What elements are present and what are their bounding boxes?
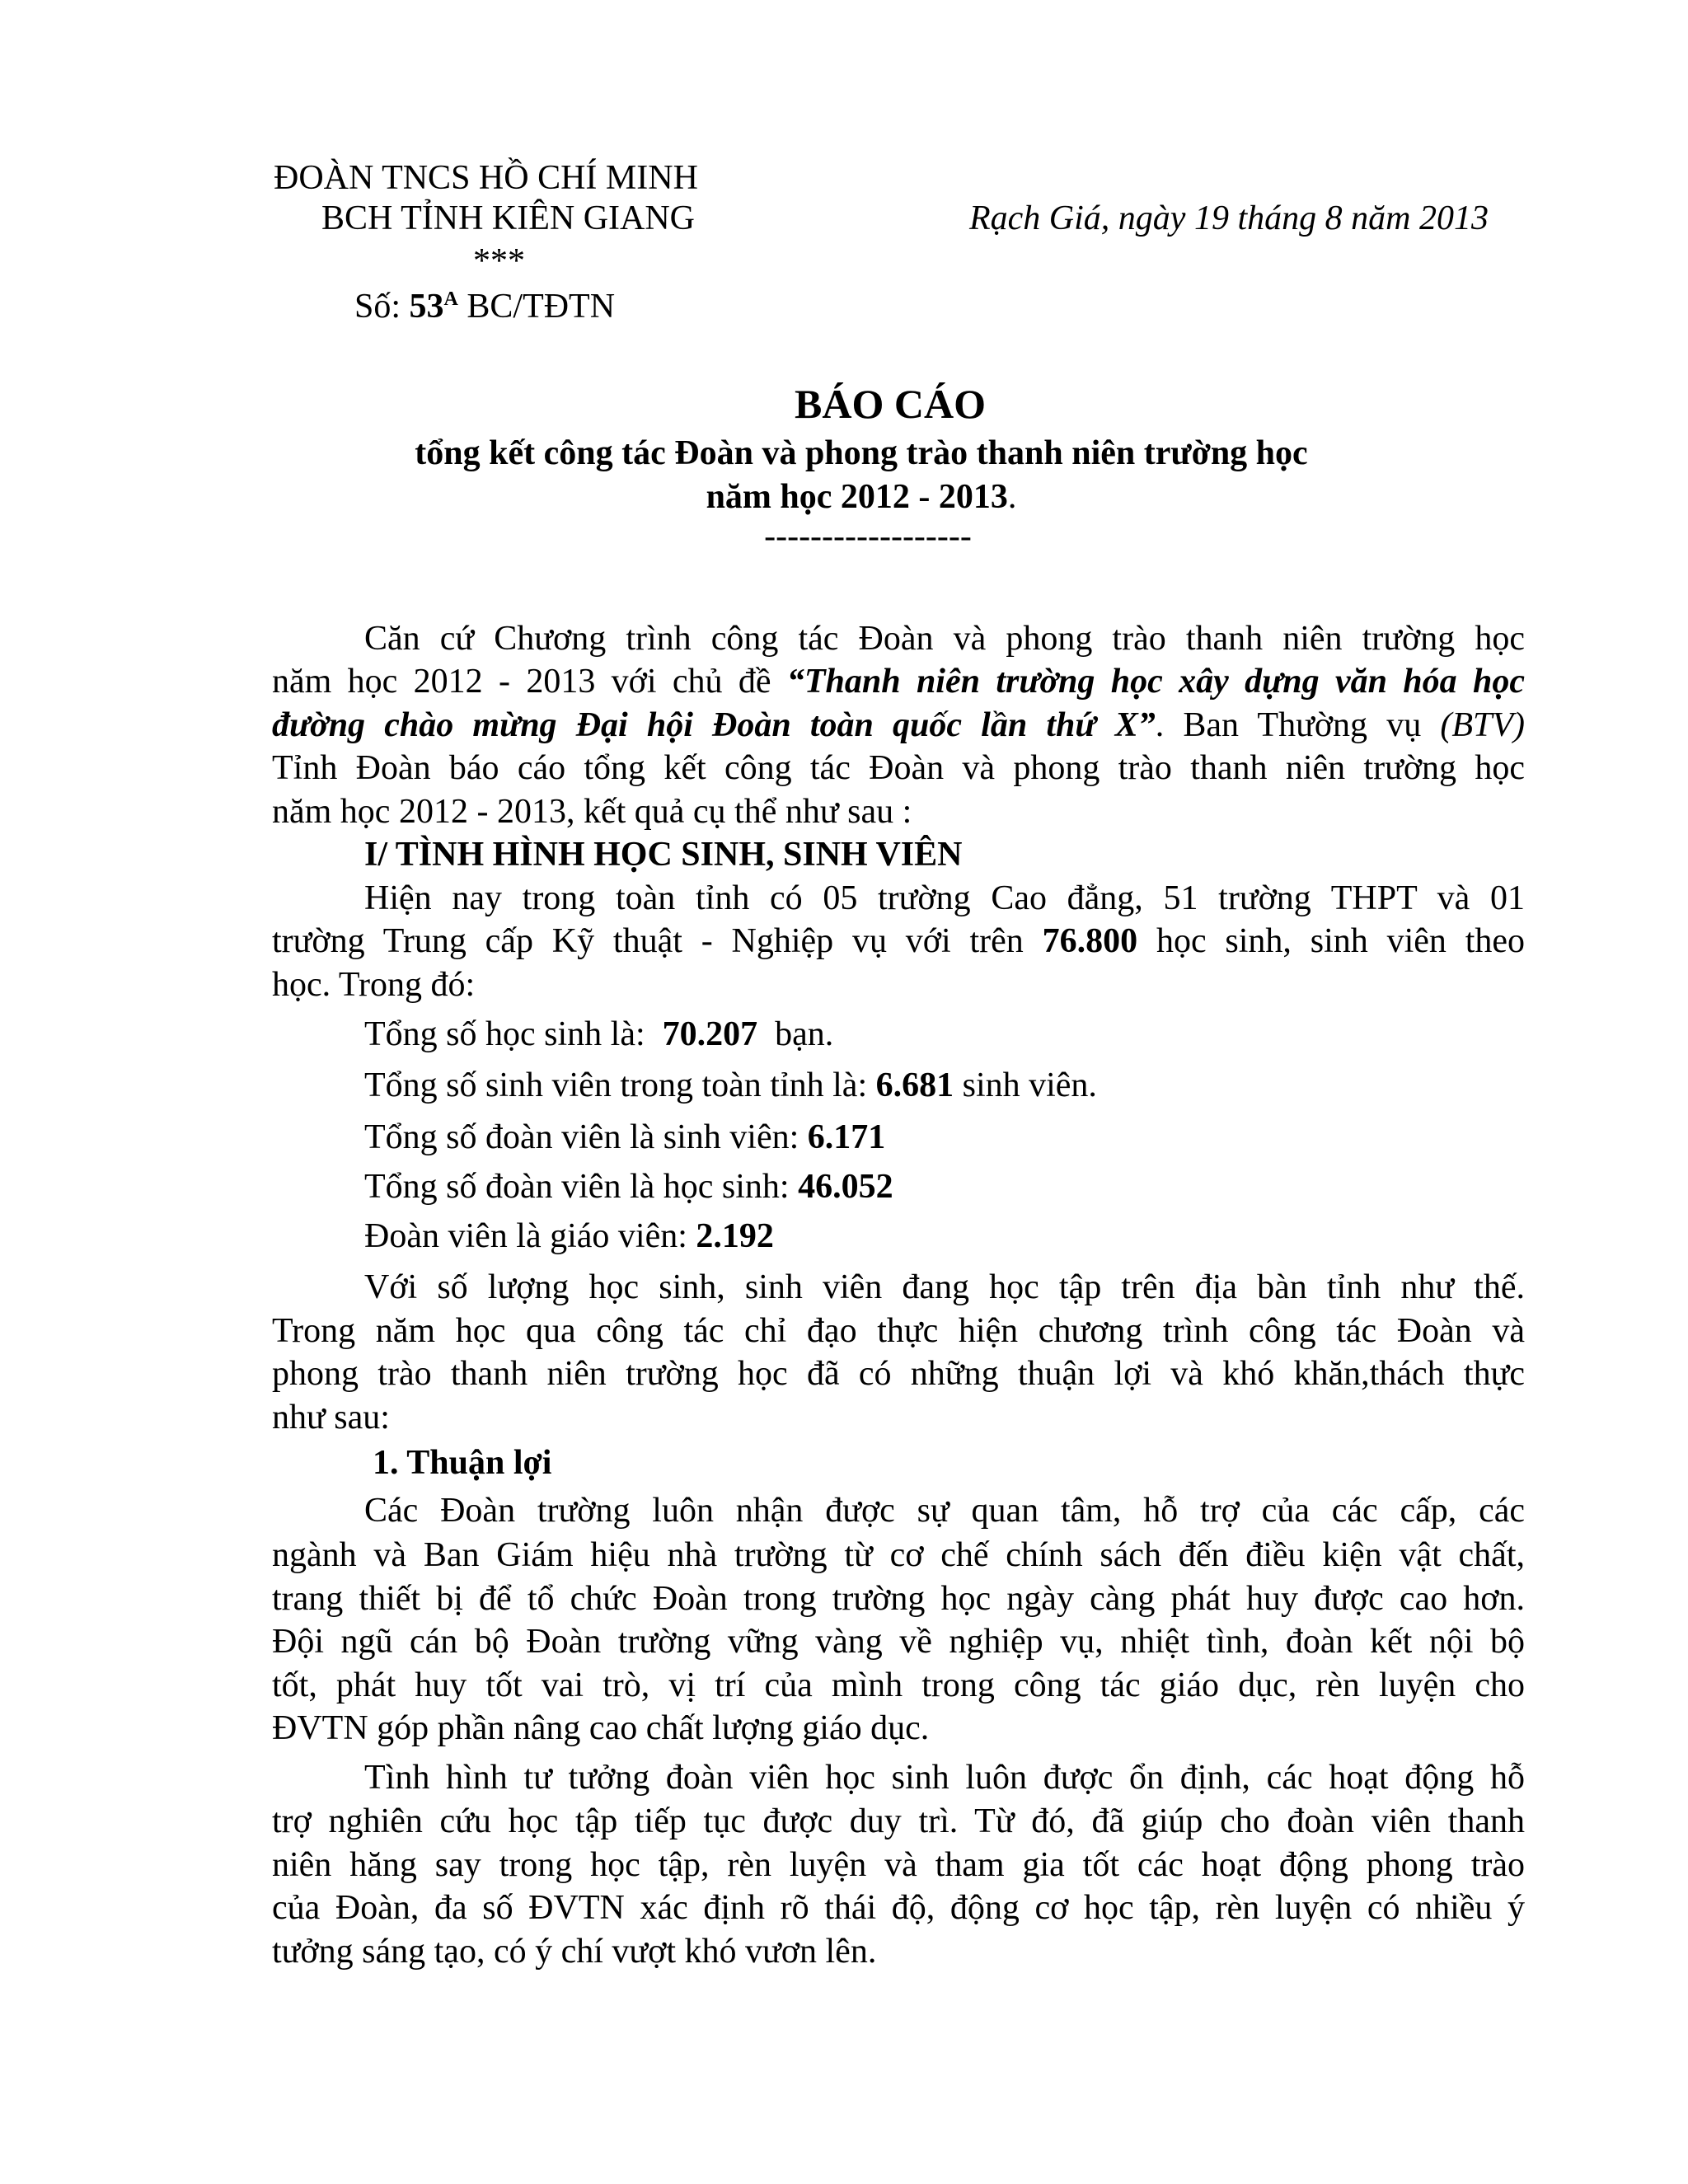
p1-line-2-start: trường Trung cấp Kỹ thuật - Nghiệp vụ với trên (272, 922, 1043, 960)
header-stars: *** (473, 242, 525, 280)
intro-theme-part2: đường chào mừng Đại hội Đoàn toàn quốc lần thứ X” (272, 706, 1156, 744)
section-1-p1-line-2 (272, 921, 1525, 962)
intro-line-2 (272, 661, 1525, 702)
doc-number-value: 53 (409, 288, 444, 326)
intro-line-3-text: . Ban Thường vụ (1155, 706, 1441, 744)
doc-number-suffix: BC/TĐTN (457, 288, 616, 326)
section-1-p2-line-2: Trong năm học qua công tác chỉ đạo thực hiện chương trình công tác Đoàn và (272, 1312, 1525, 1350)
intro-line-2-text: năm học 2012 - 2013 với chủ đề (272, 663, 787, 701)
stat-item (364, 1065, 1097, 1106)
p1-line-2-end: học sinh, sinh viên theo (1137, 922, 1526, 960)
report-title: BÁO CÁO (795, 381, 986, 427)
stat-label: Tổng số sinh viên trong toàn tỉnh là: (364, 1066, 876, 1104)
intro-line-3 (272, 705, 1525, 746)
doc-number-sup: A (443, 288, 458, 310)
intro-line-5: năm học 2012 - 2013, kết quả cụ thể như sau : (272, 793, 912, 831)
advantages-p2-line-4: của Đoàn, đa số ĐVTN xác định rõ thái độ, động cơ học tập, rèn luyện có nhiều ý (272, 1889, 1525, 1927)
stat-label: Tổng số học sinh là: (364, 1015, 663, 1053)
intro-btv-abbr: (BTV) (1440, 706, 1525, 744)
doc-number-prefix: Số: (354, 288, 410, 326)
org-branch: BCH TỈNH KIÊN GIANG (321, 199, 696, 237)
stat-value: 6.681 (875, 1066, 954, 1104)
advantages-p2-line-3: niên hăng say trong học tập, rèn luyện và tham gia tốt các hoạt động phong trào (272, 1846, 1525, 1884)
advantages-p1-line-6: ĐVTN góp phần nâng cao chất lượng giáo dục. (272, 1709, 930, 1747)
section-1-p1-line-3: học. Trong đó: (272, 966, 476, 1004)
advantages-p2-line-2: trợ nghiên cứu học tập tiếp tục được duy trì. Từ đó, đã giúp cho đoàn viên thanh (272, 1802, 1525, 1840)
section-1-p2-line-1: Với số lượng học sinh, sinh viên đang học tập trên địa bàn tỉnh như thế. (364, 1268, 1525, 1306)
document-number (354, 286, 615, 327)
place-date: Rạch Giá, ngày 19 tháng 8 năm 2013 (969, 199, 1489, 237)
advantages-p2-line-1: Tình hình tư tưởng đoàn viên học sinh luôn được ổn định, các hoạt động hỗ (364, 1759, 1525, 1797)
stat-label: Tổng số đoàn viên là sinh viên: (364, 1118, 808, 1156)
stat-value: 46.052 (798, 1168, 893, 1206)
subsection-advantages-heading: 1. Thuận lợi (373, 1444, 552, 1482)
advantages-p1-line-5: tốt, phát huy tốt vai trò, vị trí của mình trong công tác giáo dục, rèn luyện cho (272, 1666, 1525, 1704)
section-1-p2-line-4: như sau: (272, 1399, 390, 1436)
stat-item (364, 1216, 774, 1257)
stat-label: Đoàn viên là giáo viên: (364, 1217, 696, 1255)
section-1-p1-line-1: Hiện nay trong toàn tỉnh có 05 trường Cao đẳng, 51 trường THPT và 01 (364, 879, 1525, 917)
stat-value: 6.171 (807, 1118, 886, 1156)
stat-label: Tổng số đoàn viên là học sinh: (364, 1168, 799, 1206)
report-subtitle-line1: tổng kết công tác Đoàn và phong trào thanh niên trường học (415, 434, 1308, 472)
advantages-p1-line-3: trang thiết bị để tổ chức Đoàn trong trường học ngày càng phát huy được cao hơn. (272, 1580, 1525, 1618)
advantages-p1-line-2: ngành và Ban Giám hiệu nhà trường từ cơ chế chính sách đến điều kiện vật chất, (272, 1536, 1525, 1574)
advantages-p1-line-1: Các Đoàn trường luôn nhận được sự quan tâm, hỗ trợ của các cấp, các (364, 1492, 1525, 1530)
stat-item (364, 1014, 833, 1055)
intro-line-1: Căn cứ Chương trình công tác Đoàn và phong trào thanh niên trường học (364, 620, 1525, 658)
stat-value: 70.207 (662, 1015, 758, 1053)
section-1-heading: I/ TÌNH HÌNH HỌC SINH, SINH VIÊN (364, 836, 963, 874)
org-name: ĐOÀN TNCS HỒ CHÍ MINH (274, 159, 698, 197)
intro-theme-part1: “Thanh niên trường học xây dựng văn hóa học (786, 663, 1525, 701)
section-1-p2-line-3: phong trào thanh niên trường học đã có những thuận lợi và khó khăn,thách thực (272, 1355, 1525, 1393)
total-students-value: 76.800 (1042, 922, 1138, 960)
title-divider: ------------------ (764, 518, 972, 555)
stat-suffix: bạn. (757, 1015, 834, 1053)
stat-suffix: sinh viên. (954, 1066, 1097, 1104)
stat-value: 2.192 (696, 1217, 774, 1255)
advantages-p2-line-5: tưởng sáng tạo, có ý chí vượt khó vươn lên. (272, 1933, 877, 1971)
stat-item (364, 1117, 885, 1158)
stat-item (364, 1166, 893, 1207)
advantages-p1-line-4: Đội ngũ cán bộ Đoàn trường vững vàng về nghiệp vụ, nhiệt tình, đoàn kết nội bộ (272, 1623, 1525, 1661)
school-year: năm học 2012 - 2013 (706, 478, 1008, 516)
report-subtitle-line2 (0, 476, 1688, 518)
subtitle-period: . (1007, 478, 1017, 516)
intro-line-4: Tỉnh Đoàn báo cáo tổng kết công tác Đoàn và phong trào thanh niên trường học (272, 749, 1525, 787)
